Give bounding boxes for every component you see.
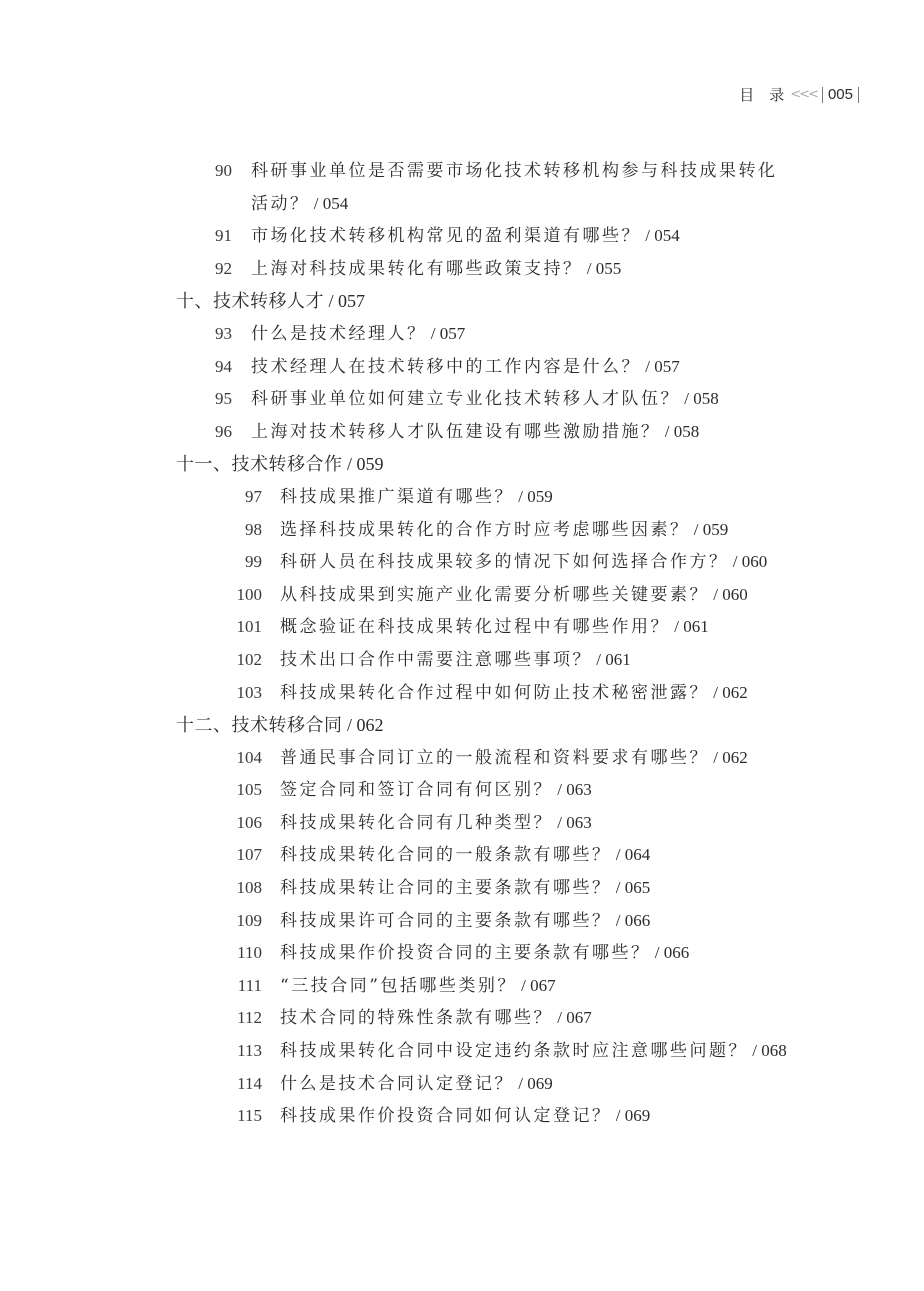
entry-page-ref: / 064 <box>611 845 651 865</box>
divider <box>858 87 859 103</box>
toc-entry <box>0 220 924 253</box>
section-title: 十二、技术转移合同 <box>176 715 343 737</box>
entry-text-wrap <box>280 1068 553 1101</box>
entry-title: 从科技成果到实施产业化需要分析哪些关键要素？ <box>280 584 709 605</box>
entry-text-wrap <box>280 611 709 644</box>
entry-title: 什么是技术合同认定登记？ <box>280 1073 514 1094</box>
entry-text-wrap <box>280 481 553 514</box>
entry-number: 102 <box>236 649 262 669</box>
page-number: 005 <box>827 86 853 103</box>
toc-entry <box>0 351 924 384</box>
running-header <box>739 84 864 105</box>
entry-page-ref: / 068 <box>748 1041 787 1061</box>
entry-text-wrap <box>251 188 348 221</box>
entry-page-ref: / 067 <box>516 975 556 995</box>
entry-title: 科技成果转化合同有几种类型？ <box>280 812 553 833</box>
entry-page-ref: / 057 <box>324 291 366 312</box>
entry-page-ref: / 062 <box>709 747 748 767</box>
entry-number: 106 <box>236 812 262 832</box>
toc-section <box>0 285 924 318</box>
entry-page-ref: / 059 <box>342 454 384 475</box>
entry-number: 91 <box>215 226 232 246</box>
toc-entry <box>0 416 924 449</box>
toc-section <box>0 709 924 742</box>
entry-title: 选择科技成果转化的合作方时应考虑哪些因素？ <box>280 519 690 540</box>
entry-title: 科研人员在科技成果较多的情况下如何选择合作方？ <box>280 552 729 573</box>
entry-page-ref: / 062 <box>709 682 748 702</box>
entry-number: 107 <box>236 845 262 865</box>
entry-title: 市场化技术转移机构常见的盈利渠道有哪些？ <box>251 226 641 247</box>
toc-entry <box>0 253 924 286</box>
entry-number: 108 <box>236 878 262 898</box>
entry-number: 93 <box>215 323 232 343</box>
toc-entry <box>0 839 924 872</box>
divider <box>822 87 823 103</box>
toc-section <box>0 448 924 481</box>
section-title: 十、技术转移人才 <box>176 291 324 313</box>
entry-title: 科技成果推广渠道有哪些？ <box>280 486 514 507</box>
entry-page-ref: / 058 <box>680 389 719 409</box>
entry-page-ref: / 069 <box>514 1073 553 1093</box>
header-title: 目 录 <box>739 86 785 104</box>
toc-entry <box>0 318 924 351</box>
entry-page-ref: / 066 <box>650 943 690 963</box>
entry-page-ref: / 060 <box>709 584 748 604</box>
toc-entry <box>0 383 924 416</box>
entry-number: 92 <box>215 258 232 278</box>
entry-title: 科技成果转化合作过程中如何防止技术秘密泄露？ <box>280 682 709 703</box>
entry-page-ref: / 054 <box>309 193 349 213</box>
entry-number: 115 <box>237 1106 262 1126</box>
toc-entry <box>0 644 924 677</box>
toc-entry <box>0 970 924 1003</box>
entry-text-wrap <box>251 220 680 253</box>
entry-text-wrap <box>251 318 465 351</box>
entry-text-wrap <box>251 416 699 449</box>
toc-entry <box>0 937 924 970</box>
entry-title: 科研事业单位如何建立专业化技术转移人才队伍？ <box>251 389 680 410</box>
entry-number: 112 <box>237 1008 262 1028</box>
entry-page-ref: / 061 <box>670 617 709 637</box>
entry-title: 科技成果转化合同的一般条款有哪些？ <box>280 845 612 866</box>
entry-number: 98 <box>245 519 262 539</box>
entry-page-ref: / 059 <box>514 486 553 506</box>
entry-title: 签定合同和签订合同有何区别？ <box>280 780 553 801</box>
entry-text-wrap <box>280 1002 592 1035</box>
entry-text-wrap <box>280 807 592 840</box>
entry-number: 109 <box>236 910 262 930</box>
section-title: 十一、技术转移合作 <box>176 454 343 476</box>
entry-text-wrap <box>280 905 650 938</box>
entry-title: 科研事业单位是否需要市场化技术转移机构参与科技成果转化 <box>251 161 778 181</box>
table-of-contents <box>0 155 924 1133</box>
entry-title: 科技成果转让合同的主要条款有哪些？ <box>280 878 612 899</box>
toc-entry <box>0 742 924 775</box>
toc-entry <box>0 579 924 612</box>
entry-page-ref: / 063 <box>553 812 592 832</box>
entry-page-ref: / 069 <box>611 1106 651 1126</box>
entry-text-wrap <box>280 742 748 775</box>
entry-title: 科技成果转化合同中设定违约条款时应注意哪些问题？ <box>280 1041 748 1062</box>
entry-title: 普通民事合同订立的一般流程和资料要求有哪些？ <box>280 747 709 768</box>
entry-number: 114 <box>237 1073 262 1093</box>
entry-page-ref: / 055 <box>582 258 622 278</box>
entry-title: 科技成果作价投资合同的主要条款有哪些？ <box>280 943 651 964</box>
entry-text-wrap <box>280 970 556 1003</box>
toc-entry <box>0 546 924 579</box>
entry-text-wrap <box>280 774 592 807</box>
entry-number: 105 <box>236 780 262 800</box>
entry-page-ref: / 057 <box>641 356 680 376</box>
entry-page-ref: / 061 <box>592 649 631 669</box>
entry-number: 110 <box>237 943 262 963</box>
entry-text-wrap <box>280 579 748 612</box>
toc-entry <box>0 1068 924 1101</box>
entry-page-ref: / 054 <box>641 226 680 246</box>
toc-entry <box>0 1100 924 1133</box>
toc-entry <box>0 481 924 514</box>
entry-title: 上海对科技成果转化有哪些政策支持？ <box>251 258 583 279</box>
entry-number: 90 <box>215 161 232 180</box>
entry-number: 113 <box>237 1041 262 1061</box>
entry-number: 99 <box>245 552 262 572</box>
entry-title: 概念验证在科技成果转化过程中有哪些作用？ <box>280 617 670 638</box>
entry-number: 111 <box>237 975 262 995</box>
toc-entry <box>0 1035 924 1068</box>
entry-text-wrap <box>251 155 778 188</box>
toc-entry <box>0 807 924 840</box>
toc-entry <box>0 188 924 221</box>
toc-entry <box>0 774 924 807</box>
entry-title: “三技合同”包括哪些类别？ <box>280 975 517 996</box>
entry-text-wrap <box>251 383 719 416</box>
entry-number: 96 <box>215 421 232 441</box>
entry-title: 技术出口合作中需要注意哪些事项？ <box>280 649 592 670</box>
entry-number: 104 <box>236 747 262 767</box>
entry-page-ref: / 057 <box>426 323 466 343</box>
entry-number: 103 <box>236 682 262 702</box>
entry-text-wrap <box>176 448 384 482</box>
toc-entry <box>0 677 924 710</box>
entry-page-ref: / 058 <box>660 421 700 441</box>
entry-page-ref: / 062 <box>342 715 384 736</box>
entry-title: 什么是技术经理人？ <box>251 323 427 344</box>
entry-title: 技术合同的特殊性条款有哪些？ <box>280 1008 553 1029</box>
entry-text-wrap <box>280 514 728 547</box>
entry-number: 100 <box>236 584 262 604</box>
entry-page-ref: / 063 <box>553 780 592 800</box>
entry-number: 95 <box>215 389 232 409</box>
entry-text-wrap <box>280 677 748 710</box>
entry-text-wrap <box>280 937 689 970</box>
entry-text-wrap <box>280 839 650 872</box>
entry-title: 活动？ <box>251 193 310 214</box>
toc-entry <box>0 1002 924 1035</box>
entry-text-wrap <box>280 1100 650 1133</box>
toc-entry <box>0 155 924 188</box>
entry-number: 94 <box>215 356 232 376</box>
entry-text-wrap <box>280 644 631 677</box>
toc-entry <box>0 872 924 905</box>
entry-text-wrap <box>251 253 621 286</box>
toc-entry <box>0 905 924 938</box>
entry-number: 97 <box>245 486 262 506</box>
chevrons-left-icon: <<< <box>790 87 817 102</box>
toc-entry <box>0 611 924 644</box>
entry-text-wrap <box>280 1035 787 1068</box>
entry-text-wrap <box>280 872 650 905</box>
entry-page-ref: / 067 <box>553 1008 592 1028</box>
entry-number: 101 <box>236 617 262 637</box>
entry-page-ref: / 065 <box>611 878 651 898</box>
entry-title: 技术经理人在技术转移中的工作内容是什么？ <box>251 356 641 377</box>
entry-text-wrap <box>176 285 365 319</box>
entry-text-wrap <box>251 351 680 384</box>
entry-page-ref: / 066 <box>611 910 651 930</box>
entry-text-wrap <box>176 709 384 743</box>
entry-page-ref: / 060 <box>728 552 768 572</box>
entry-title: 科技成果作价投资合同如何认定登记？ <box>280 1106 612 1127</box>
entry-page-ref: / 059 <box>689 519 729 539</box>
entry-title: 上海对技术转移人才队伍建设有哪些激励措施？ <box>251 421 661 442</box>
entry-title: 科技成果许可合同的主要条款有哪些？ <box>280 910 612 931</box>
toc-entry <box>0 514 924 547</box>
entry-text-wrap <box>280 546 767 579</box>
